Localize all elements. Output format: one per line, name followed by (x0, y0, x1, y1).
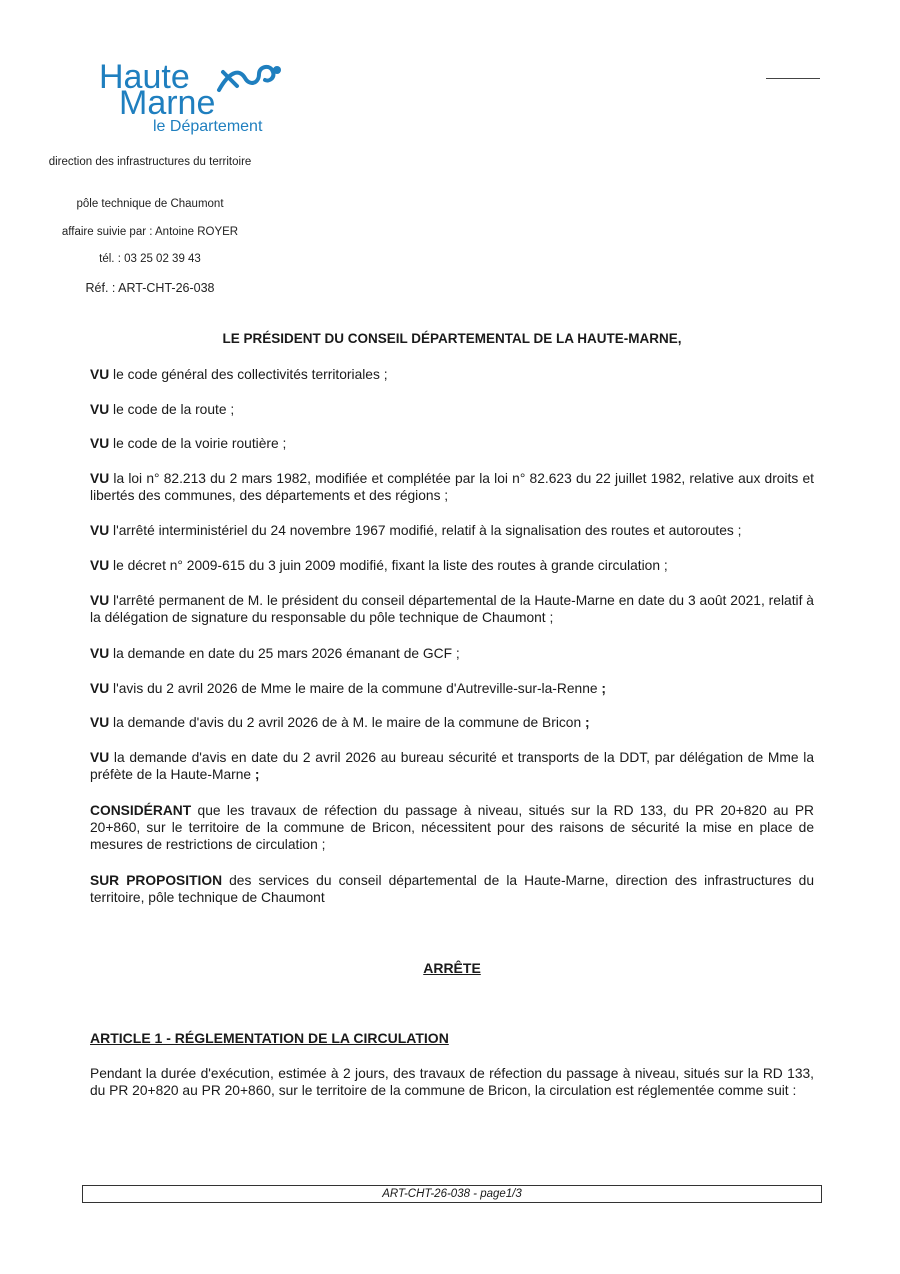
paragraph-text: l'arrêté permanent de M. le président du conseil départemental de la Haute-Marne en date du 3 août 2021, relatif à la délégation de signature du responsable du pôle technique de Chaumont ; (90, 593, 814, 625)
paragraph-text: la demande d'avis en date du 2 avril 2026 au bureau sécurité et transports de la DDT, par délégation de Mme la préfète de la Haute-Marne (90, 750, 814, 782)
paragraph (90, 749, 814, 783)
page-footer: ART-CHT-26-038 - page1/3 (82, 1185, 822, 1203)
logo-emblem-icon (215, 60, 285, 100)
paragraph (90, 366, 814, 383)
paragraph-lead: VU (90, 646, 110, 661)
paragraph-tail: ; (601, 681, 606, 696)
paragraph-text: la loi n° 82.213 du 2 mars 1982, modifiée et complétée par la loi n° 82.623 du 22 juillet 1982, relative aux droits et libertés des communes, des départements et des régions ; (90, 471, 814, 503)
paragraph-lead: VU (90, 436, 110, 451)
paragraph-tail: ; (254, 767, 260, 782)
top-right-rule (766, 78, 820, 79)
paragraph (90, 802, 814, 853)
paragraph-lead: VU (90, 715, 110, 730)
reference: Réf. : ART-CHT-26-038 (85, 281, 215, 295)
paragraph (90, 470, 814, 504)
paragraph-lead: SUR PROPOSITION (90, 873, 223, 888)
paragraph-lead: VU (90, 367, 110, 382)
affaire-suivie: affaire suivie par : Antoine ROYER (61, 226, 239, 238)
telephone: tél. : 03 25 02 39 43 (99, 253, 201, 265)
service-name: direction des infrastructures du territoire (48, 156, 252, 168)
page-title: LE PRÉSIDENT DU CONSEIL DÉPARTEMENTAL DE LA HAUTE-MARNE, (222, 331, 682, 346)
department-logo (95, 56, 290, 138)
paragraph (90, 592, 814, 626)
paragraph (90, 522, 814, 539)
paragraph-lead: VU (90, 593, 110, 608)
paragraph-lead: VU (90, 471, 110, 486)
paragraph (90, 401, 814, 418)
paragraph (90, 872, 814, 906)
paragraph-lead: VU (90, 402, 110, 417)
logo-line-haute: Haute (99, 58, 190, 96)
paragraph-text: le code de la voirie routière ; (109, 436, 287, 451)
paragraph-tail: ; (585, 715, 590, 730)
paragraph-text: l'arrêté interministériel du 24 novembre 1967 modifié, relatif à la signalisation des routes et autoroutes ; (109, 523, 742, 538)
paragraph-text: des services du conseil départemental de la Haute-Marne, direction des infrastructures du territoire, pôle technique de Chaumont (90, 873, 814, 905)
paragraph-lead: VU (90, 750, 110, 765)
paragraph-text: le code général des collectivités territoriales ; (109, 367, 388, 382)
logo-line-departement: le Département (153, 118, 263, 135)
paragraph-text: le code de la route ; (109, 402, 235, 417)
paragraph (90, 557, 814, 574)
paragraph-text: la demande en date du 25 mars 2026 émanant de GCF ; (109, 646, 460, 661)
paragraph-text: le décret n° 2009-615 du 3 juin 2009 modifié, fixant la liste des routes à grande circulation ; (109, 558, 668, 573)
pole-name: pôle technique de Chaumont (76, 198, 224, 210)
paragraph (90, 680, 814, 697)
paragraph-text: que les travaux de réfection du passage à niveau, situés sur la RD 133, du PR 20+820 au PR 20+860, sur le territoire de la commune de Bricon, nécessitent pour des raisons de sécurité la mise en place de mesures de restrictions de circulation ; (90, 803, 814, 852)
paragraph (90, 714, 814, 731)
paragraph-lead: VU (90, 681, 110, 696)
paragraph (90, 645, 814, 662)
paragraph-lead: VU (90, 523, 110, 538)
logo-line-marne: Marne (119, 84, 216, 122)
article-1-text: Pendant la durée d'exécution, estimée à 2 jours, des travaux de réfection du passage à niveau, situés sur la RD 133, du PR 20+820 au PR 20+860, sur le territoire de la commune de Bricon, la circulation est réglementée comme suit : (90, 1066, 814, 1098)
paragraph-text: l'avis du 2 avril 2026 de Mme le maire de la commune d'Autreville-sur-la-Renne (109, 681, 602, 696)
paragraph-lead: CONSIDÉRANT (90, 803, 192, 818)
paragraph-text: la demande d'avis du 2 avril 2026 de à M. le maire de la commune de Bricon (109, 715, 585, 730)
paragraph-lead: VU (90, 558, 110, 573)
article-1-title: ARTICLE 1 - RÉGLEMENTATION DE LA CIRCULATION (90, 1030, 449, 1046)
arrete-heading: ARRÊTE (423, 960, 481, 976)
paragraph (90, 435, 814, 452)
